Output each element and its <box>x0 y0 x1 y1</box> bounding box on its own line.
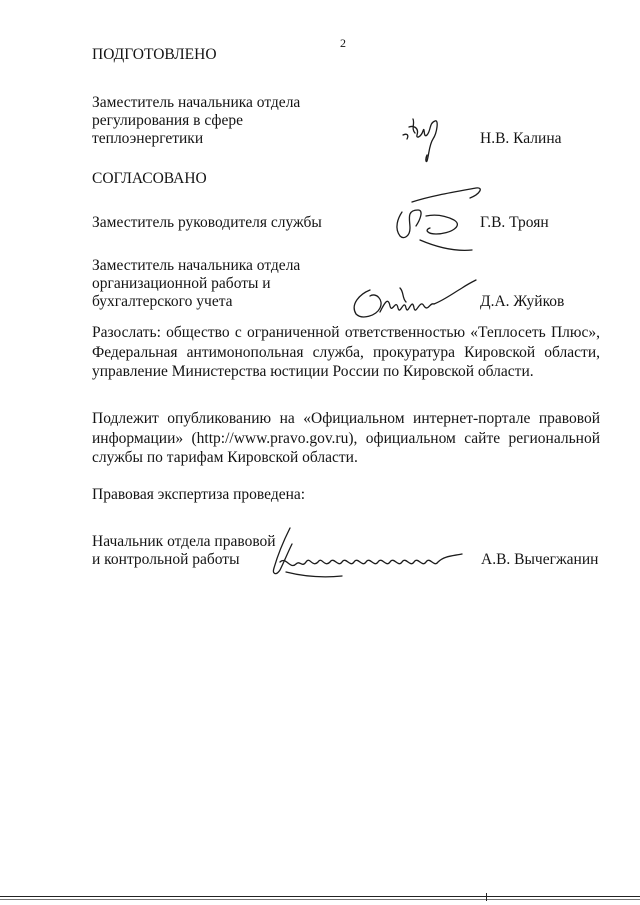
prepared-role-line-1: Заместитель начальника отдела <box>92 94 301 111</box>
agreed-signer-2-role-line-1: Заместитель начальника отдела <box>92 257 301 274</box>
distribution-line-2: Федеральная антимонопольная служба, прокуратура Кировской области, <box>92 343 600 361</box>
footer-rule-secondary <box>0 899 640 900</box>
signature-zhuikov <box>340 268 480 328</box>
distribution-line-1: Разослать: общество с ограниченной ответственностью «Теплосеть Плюс», <box>92 324 600 341</box>
footer-rule <box>0 896 640 897</box>
signature-kalina <box>395 105 465 175</box>
distribution-paragraph <box>92 323 600 382</box>
legal-review-role-line-1: Начальник отдела правовой <box>92 533 276 550</box>
agreed-signer-1-role-line-1: Заместитель руководителя службы <box>92 214 322 231</box>
publication-paragraph <box>92 409 600 468</box>
publication-line-2: информации» (http://www.pravo.gov.ru), официальном сайте региональной <box>92 429 600 447</box>
prepared-role-line-3: теплоэнергетики <box>92 130 204 147</box>
agreed-signer-2-role-line-3: бухгалтерского учета <box>92 293 233 310</box>
publication-line-1: Подлежит опубликованию на «Официальном интернет-портале правовой <box>92 410 600 427</box>
prepared-heading: ПОДГОТОВЛЕНО <box>92 46 217 63</box>
footer-tick <box>486 893 487 901</box>
publication-line-3: службы по тарифам Кировской области. <box>92 449 358 466</box>
signature-troyan <box>380 180 490 260</box>
agreed-signer-1-name: Г.В. Троян <box>480 214 549 231</box>
distribution-line-3: управление Министерства юстиции России по Кировской области. <box>92 363 534 380</box>
page-number: 2 <box>340 36 346 50</box>
prepared-signer-name: Н.В. Калина <box>480 130 562 147</box>
agreed-signer-2-name: Д.А. Жуйков <box>480 293 565 310</box>
legal-review-role-line-2: и контрольной работы <box>92 551 240 568</box>
agreed-heading: СОГЛАСОВАНО <box>92 170 207 187</box>
legal-review-statement: Правовая экспертиза проведена: <box>92 486 306 503</box>
legal-review-signer-name: А.В. Вычегжанин <box>481 551 599 568</box>
agreed-signer-2-role-line-2: организационной работы и <box>92 275 271 292</box>
prepared-role-line-2: регулирования в сфере <box>92 112 243 129</box>
signature-vychegzhanin <box>262 522 474 582</box>
